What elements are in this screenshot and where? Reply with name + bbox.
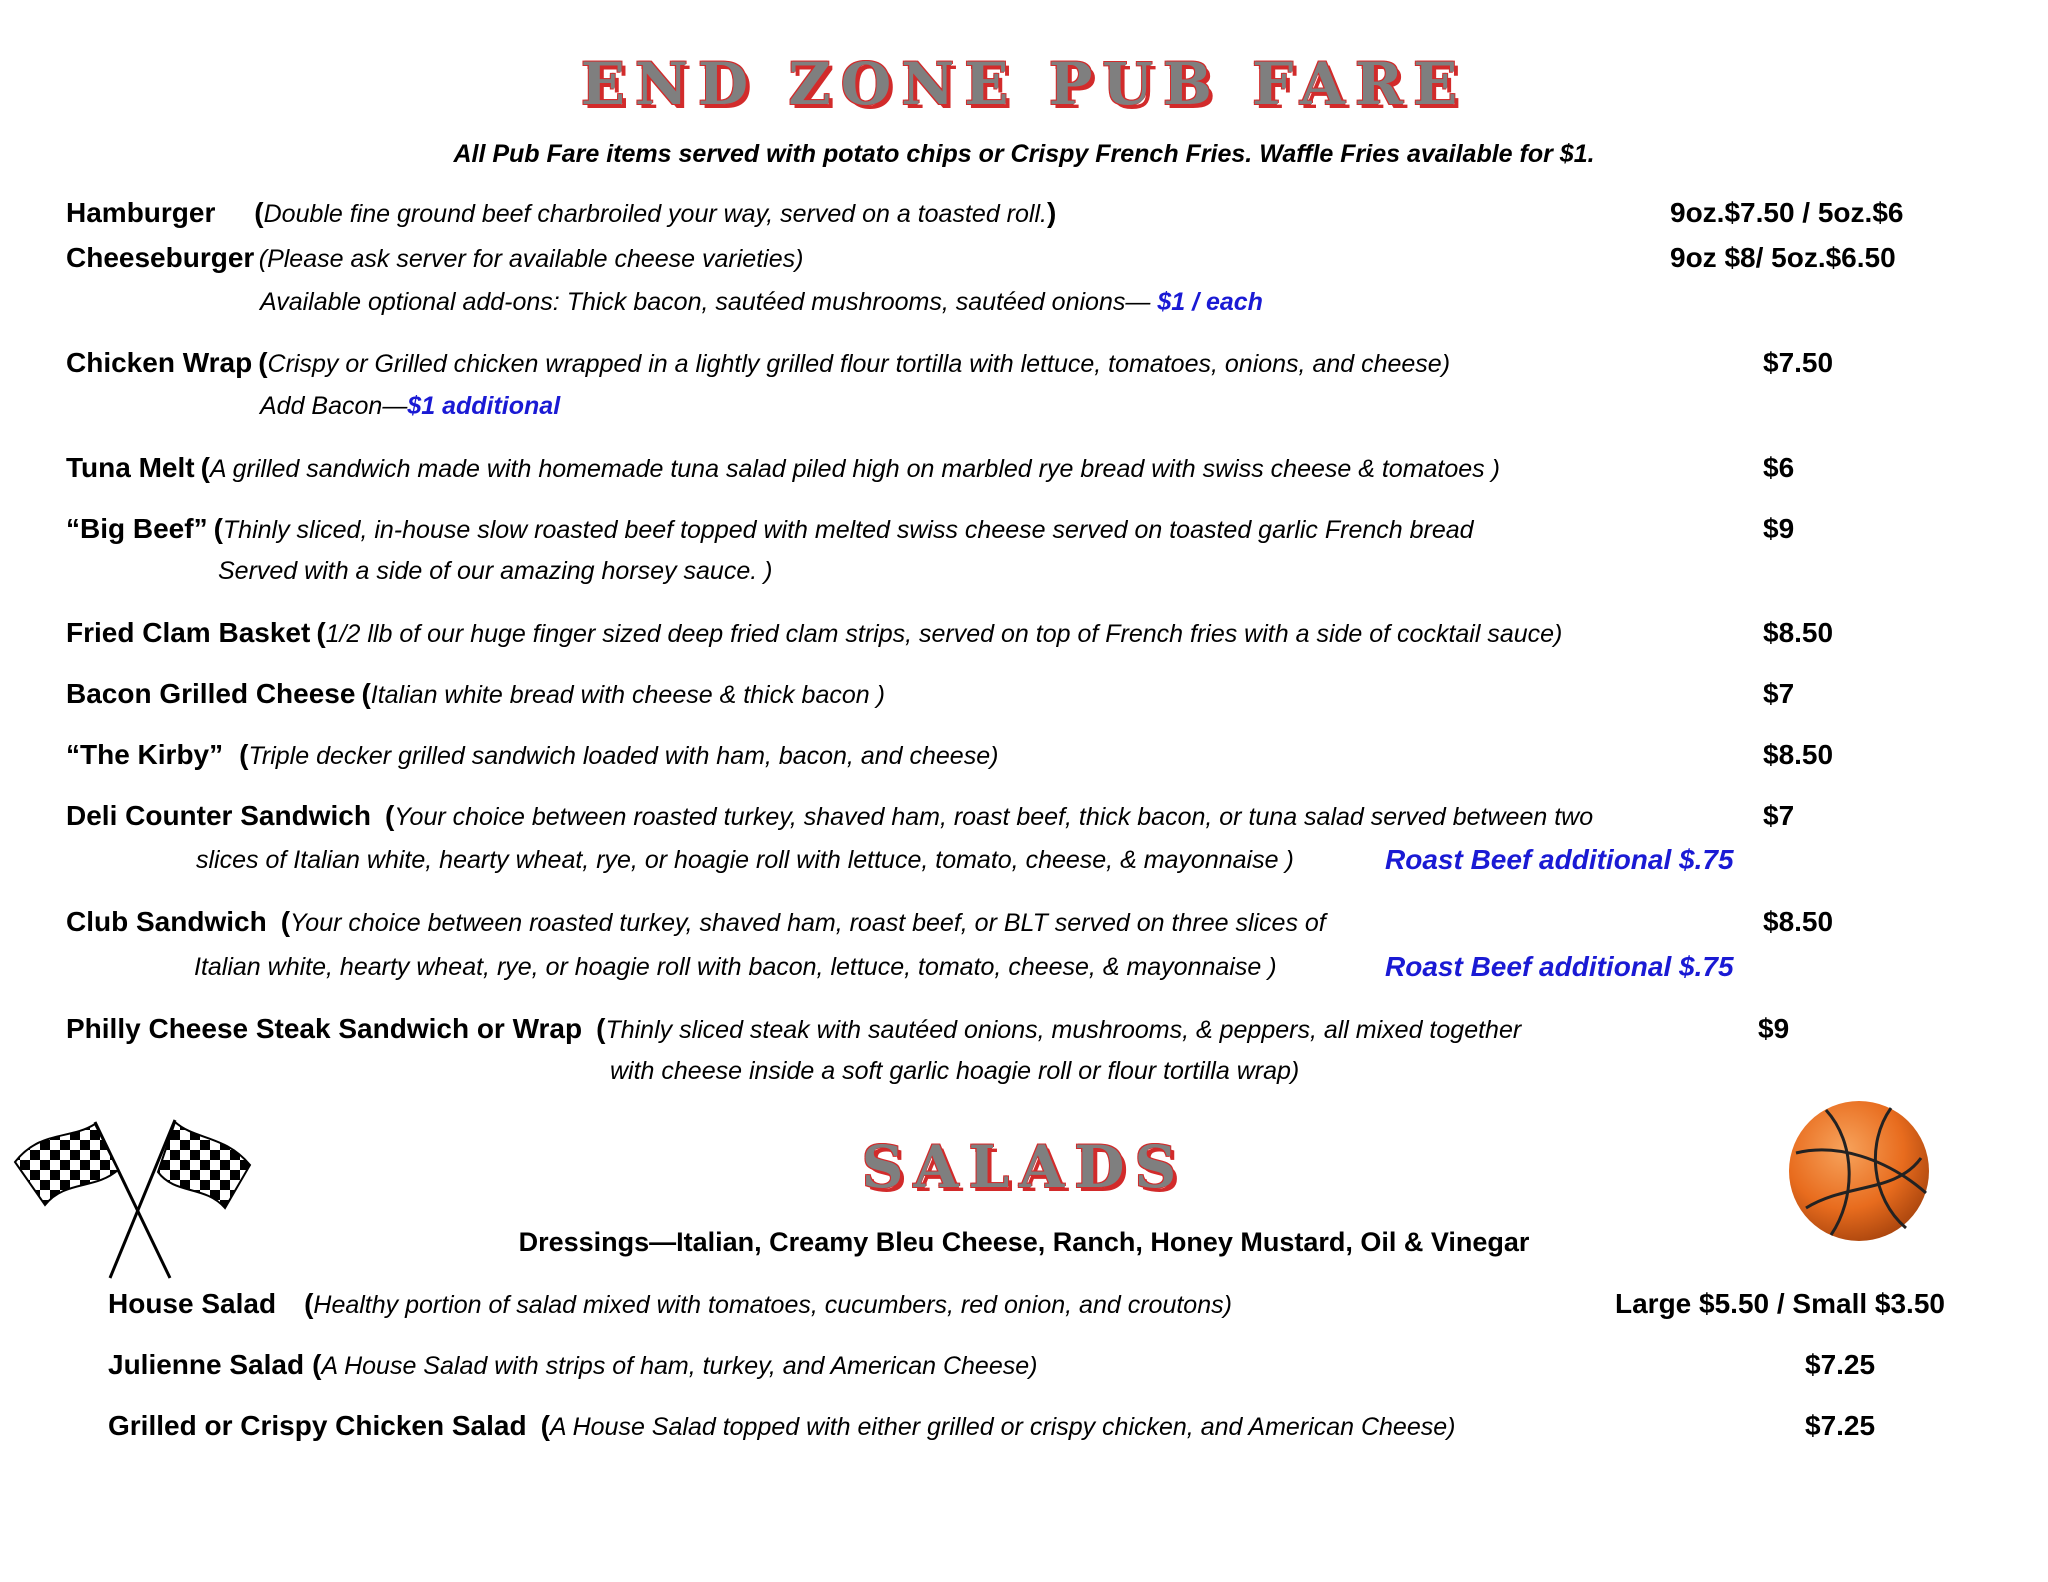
menu-item-philly-cheese-steak xyxy=(66,1013,1521,1045)
item-name: House Salad xyxy=(108,1288,277,1319)
item-paren: ( xyxy=(304,1288,314,1319)
item-paren: ( xyxy=(361,678,371,709)
item-price: $8.50 xyxy=(1763,739,1834,770)
item-paren: ( xyxy=(316,617,326,648)
addon-price: $1 / each xyxy=(1157,288,1263,316)
item-name: Hamburger xyxy=(66,197,216,228)
item-description: A House Salad topped with either grilled or crispy chicken, and American Cheese) xyxy=(549,1413,1456,1441)
item-name: Fried Clam Basket xyxy=(66,617,311,648)
item-addons xyxy=(260,288,1263,317)
basketball-icon xyxy=(1786,1098,1932,1244)
item-name: Philly Cheese Steak Sandwich or Wrap xyxy=(66,1013,583,1044)
item-paren: ( xyxy=(254,197,264,228)
item-price: $7.25 xyxy=(1805,1410,1876,1441)
item-paren: ( xyxy=(312,1349,322,1380)
item-price: $6 xyxy=(1763,452,1795,483)
item-description: A House Salad with strips of ham, turkey, and American Cheese) xyxy=(321,1352,1038,1380)
item-description: Thinly sliced, in-house slow roasted beef topped with melted swiss cheese served on toasted garlic French bread xyxy=(222,516,1474,544)
item-description: Please ask server for available cheese varieties) xyxy=(267,245,804,273)
roast-beef-extra: Roast Beef additional $.75 xyxy=(1385,844,1734,875)
pubfare-note: All Pub Fare items served with potato chips or Crispy French Fries. Waffle Fries available for $1. xyxy=(453,140,1595,168)
item-price: 9oz.$7.50 / 5oz.$6 xyxy=(1670,197,1904,228)
addon-price: $1 additional xyxy=(407,392,561,420)
item-price: $7 xyxy=(1763,800,1795,831)
item-price: $9 xyxy=(1758,1013,1790,1044)
salad-item-chicken xyxy=(108,1410,1455,1442)
item-description: Crispy or Grilled chicken wrapped in a lightly grilled flour tortilla with lettuce, tomatoes, onions, and cheese) xyxy=(267,350,1451,378)
item-paren: ( xyxy=(258,347,268,378)
item-paren: ( xyxy=(213,513,223,544)
menu-item-big-beef xyxy=(66,513,1474,545)
item-price: $7 xyxy=(1763,678,1795,709)
menu-item-club-sandwich xyxy=(66,906,1326,938)
item-price: $8.50 xyxy=(1763,906,1834,937)
roast-beef-extra: Roast Beef additional $.75 xyxy=(1385,951,1734,982)
item-description-continued: Served with a side of our amazing horsey sauce. ) xyxy=(218,557,773,585)
menu-item-deli-counter-sandwich xyxy=(66,800,1593,832)
item-price: Large $5.50 / Small $3.50 xyxy=(1615,1288,1945,1319)
item-addons xyxy=(260,392,560,421)
item-price: $8.50 xyxy=(1763,617,1834,648)
menu-item-tuna-melt xyxy=(66,452,1500,484)
menu-item-bacon-grilled-cheese xyxy=(66,678,885,710)
item-name: “Big Beef” xyxy=(66,513,208,544)
item-description: Double fine ground beef charbroiled your way, served on a toasted roll. xyxy=(263,200,1047,228)
item-paren: ( xyxy=(596,1013,606,1044)
item-description-continued: Italian white, hearty wheat, rye, or hoagie roll with bacon, lettuce, tomato, cheese, & mayonnaise ) xyxy=(194,953,1277,981)
item-description: Healthy portion of salad mixed with tomatoes, cucumbers, red onion, and croutons) xyxy=(313,1291,1232,1319)
menu-item-fried-clam-basket xyxy=(66,617,1562,649)
item-name: Tuna Melt xyxy=(66,452,195,483)
item-description: A grilled sandwich made with homemade tuna salad piled high on marbled rye bread with swiss cheese & tomatoes ) xyxy=(209,455,1500,483)
item-paren: ) xyxy=(1046,197,1057,228)
menu-item-cheeseburger xyxy=(66,242,803,274)
item-name: Grilled or Crispy Chicken Salad xyxy=(108,1410,527,1441)
menu-item-hamburger xyxy=(66,197,1056,229)
item-description: Thinly sliced steak with sautéed onions, mushrooms, & peppers, all mixed together xyxy=(605,1016,1522,1044)
addon-text: Available optional add-ons: Thick bacon, sautéed mushrooms, sautéed onions— xyxy=(260,288,1158,316)
item-description-continued: slices of Italian white, hearty wheat, rye, or hoagie roll with lettuce, tomato, cheese, & mayonnaise ) xyxy=(196,846,1294,874)
item-name: Cheeseburger xyxy=(66,242,255,273)
item-price: $9 xyxy=(1763,513,1795,544)
item-description: Italian white bread with cheese & thick bacon ) xyxy=(370,681,885,709)
salad-item-house xyxy=(108,1288,1232,1320)
item-paren: ( xyxy=(200,452,210,483)
item-paren: ( xyxy=(239,739,249,770)
item-description: Triple decker grilled sandwich loaded with ham, bacon, and cheese) xyxy=(248,742,999,770)
item-price: $7.25 xyxy=(1805,1349,1876,1380)
salad-dressings: Dressings—Italian, Creamy Bleu Cheese, Ranch, Honey Mustard, Oil & Vinegar xyxy=(518,1227,1530,1257)
item-name: Bacon Grilled Cheese xyxy=(66,678,356,709)
item-price: 9oz $8/ 5oz.$6.50 xyxy=(1670,242,1896,273)
item-paren: ( xyxy=(540,1410,550,1441)
item-price: $7.50 xyxy=(1763,347,1834,378)
item-description-continued: with cheese inside a soft garlic hoagie roll or flour tortilla wrap) xyxy=(610,1057,1300,1085)
item-name: Chicken Wrap xyxy=(66,347,253,378)
item-name: Julienne Salad xyxy=(108,1349,305,1380)
item-name: Club Sandwich xyxy=(66,906,267,937)
addon-text: Add Bacon— xyxy=(260,392,408,420)
item-description: Your choice between roasted turkey, shaved ham, roast beef, thick bacon, or tuna salad served between two xyxy=(394,803,1594,831)
item-name: Deli Counter Sandwich xyxy=(66,800,371,831)
item-name: “The Kirby” xyxy=(66,739,224,770)
item-description: 1/2 llb of our huge finger sized deep fried clam strips, served on top of French fries with a side of cocktail sauce) xyxy=(325,620,1563,648)
item-paren: ( xyxy=(280,906,291,937)
menu-title: END ZONE PUB FARE xyxy=(580,50,1468,118)
item-paren: ( xyxy=(384,800,395,831)
menu-item-the-kirby xyxy=(66,739,998,771)
item-description: Your choice between roasted turkey, shaved ham, roast beef, or BLT served on three slices of xyxy=(290,909,1326,937)
item-paren: ( xyxy=(258,245,268,273)
menu-item-chicken-wrap xyxy=(66,347,1450,379)
salad-item-julienne xyxy=(108,1349,1037,1381)
salads-title: SALADS xyxy=(861,1133,1187,1201)
